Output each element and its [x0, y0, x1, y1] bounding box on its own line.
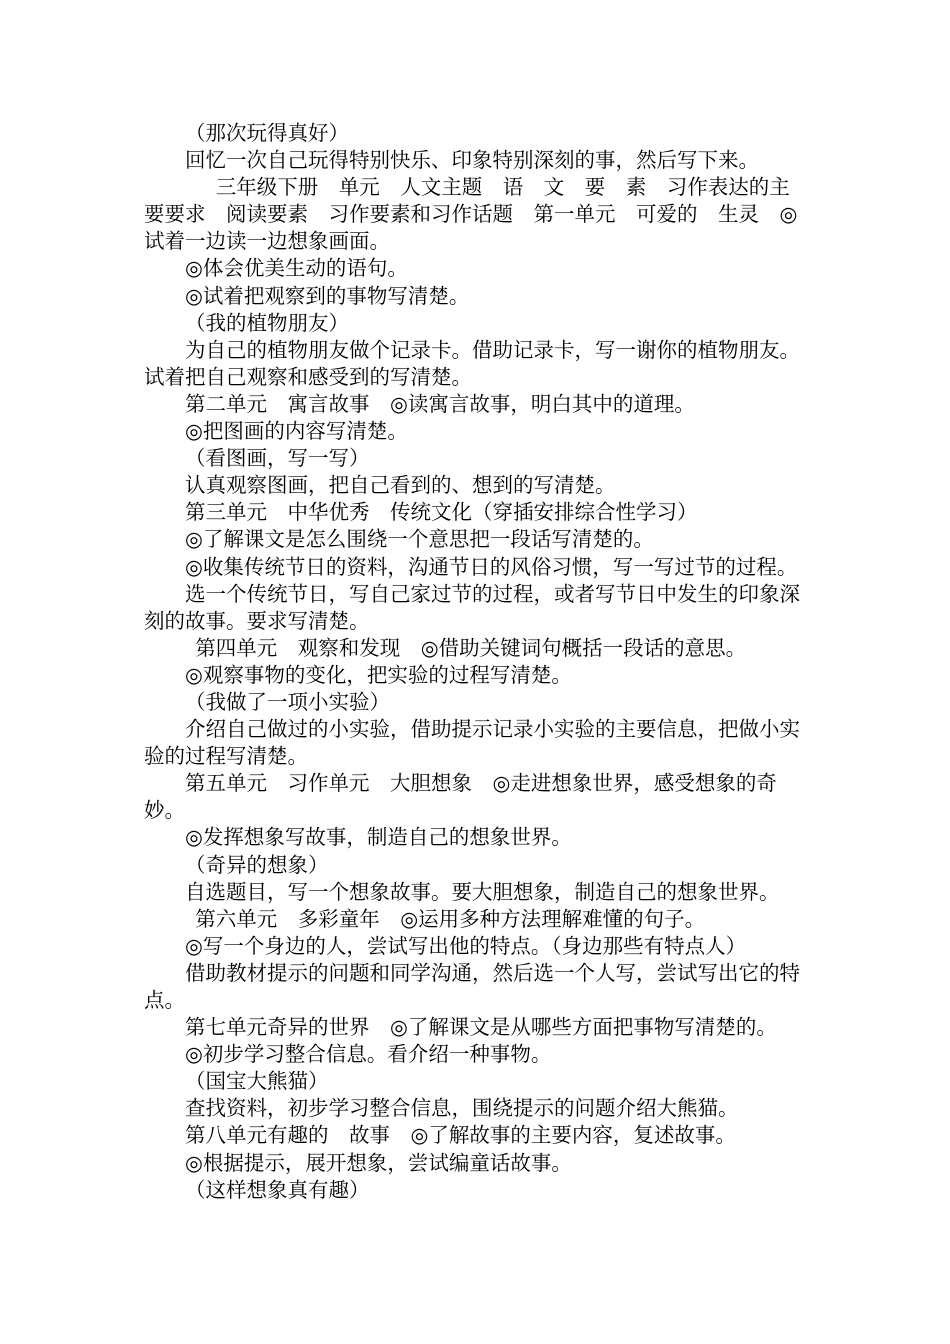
paragraph: ◎发挥想象写故事，制造自己的想象世界。: [185, 825, 572, 850]
paragraph-grade-heading: 三年级下册 单元 人文主题 语 文 要 素 习作表达的主要要求 阅读要素 习作要素和习作话题 第一单元 可爱的 生灵 ◎试着一边读一边想象画面。: [144, 175, 798, 254]
paragraph: 回忆一次自己玩得特别快乐、印象特别深刻的事，然后写下来。: [185, 148, 759, 173]
paragraph: ◎把图画的内容写清楚。: [185, 419, 408, 444]
paragraph: （我做了一项小实验）: [185, 689, 390, 714]
paragraph: （国宝大熊猫）: [185, 1069, 329, 1094]
paragraph: 介绍自己做过的小实验，借助提示记录小实验的主要信息，把做小实验的过程写清楚。: [144, 717, 800, 769]
paragraph-unit-6: 第六单元 多彩童年 ◎运用多种方法理解难懂的句子。: [195, 906, 706, 931]
paragraph-unit-5: 第五单元 习作单元 大胆想象 ◎走进想象世界，感受想象的奇妙。: [144, 771, 777, 823]
paragraph: ◎了解课文是怎么围绕一个意思把一段话写清楚的。: [185, 527, 654, 552]
paragraph-unit-4: 第四单元 观察和发现 ◎借助关键词句概括一段话的意思。: [195, 635, 747, 660]
paragraph: （那次玩得真好）: [185, 121, 349, 145]
paragraph: 查找资料，初步学习整合信息，围绕提示的问题介绍大熊猫。: [185, 1096, 739, 1121]
paragraph: ◎写一个身边的人，尝试写出他的特点。（身边那些有特点人）: [185, 933, 747, 958]
paragraph: 为自己的植物朋友做个记录卡。借助记录卡，写一谢你的植物朋友。试着把自己观察和感受到的写清楚。: [144, 337, 800, 389]
paragraph: ◎观察事物的变化，把实验的过程写清楚。: [185, 662, 572, 687]
paragraph: 选一个传统节日，写自己家过节的过程，或者写节日中发生的印象深刻的故事。要求写清楚。: [144, 581, 800, 633]
paragraph: 认真观察图画，把自己看到的、想到的写清楚。: [185, 473, 616, 498]
paragraph: ◎体会优美生动的语句。: [185, 256, 408, 281]
paragraph: （看图画，写一写）: [185, 446, 370, 471]
paragraph: （我的植物朋友）: [185, 310, 349, 335]
paragraph-unit-8: 第八单元有趣的 故事 ◎了解故事的主要内容，复述故事。: [185, 1123, 736, 1148]
paragraph: ◎初步学习整合信息。看介绍一种事物。: [185, 1042, 552, 1067]
paragraph: ◎收集传统节日的资料，沟通节日的风俗习惯，写一写过节的过程。: [185, 554, 798, 579]
paragraph-unit-3: 第三单元 中华优秀 传统文化（穿插安排综合性学习）: [185, 500, 698, 525]
paragraph: （这样想象真有趣）: [185, 1177, 370, 1202]
paragraph-unit-7: 第七单元奇异的世界 ◎了解课文是从哪些方面把事物写清楚的。: [185, 1015, 777, 1040]
paragraph: ◎试着把观察到的事物写清楚。: [185, 283, 470, 308]
paragraph: 借助教材提示的问题和同学沟通，然后选一个人写，尝试写出它的特点。: [144, 960, 800, 1012]
paragraph-unit-2: 第二单元 寓言故事 ◎读寓言故事，明白其中的道理。: [185, 391, 695, 416]
paragraph: ◎根据提示，展开想象，尝试编童话故事。: [185, 1150, 572, 1175]
paragraph: 自选题目，写一个想象故事。要大胆想象，制造自己的想象世界。: [185, 879, 780, 904]
document-body: [144, 120, 808, 1204]
paragraph: （奇异的想象）: [185, 852, 329, 877]
